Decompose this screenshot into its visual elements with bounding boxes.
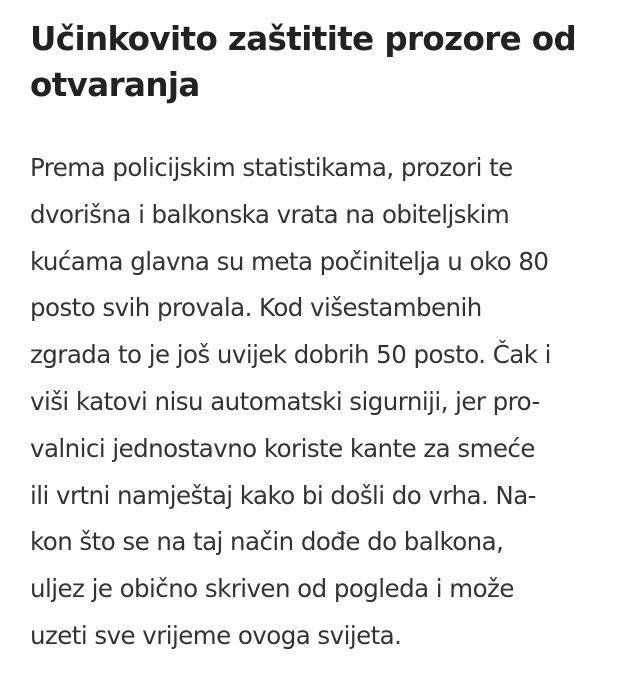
article-title-line: Učinkovito zaštitite prozore od <box>30 20 577 58</box>
paragraph-line: dvorišna i balkonska vrata na obiteljskim <box>30 199 510 229</box>
paragraph-line: valnici jednostavno koriste kante za smeće <box>30 433 535 463</box>
paragraph-line: uljez je obično skriven od pogleda i može <box>30 574 514 604</box>
article-paragraph <box>30 145 551 660</box>
article-title <box>30 16 630 108</box>
paragraph-line: kućama glavna su meta počinitelja u oko 80 <box>30 246 549 276</box>
article-title-line: otvaranja <box>30 66 200 104</box>
paragraph-line: ili vrtni namještaj kako bi došli do vrha. Na- <box>30 480 536 510</box>
paragraph-line: Prema policijskim statistikama, prozori te <box>30 153 513 182</box>
paragraph-line: kon što se na taj način dođe do balkona, <box>30 527 504 557</box>
paragraph-line: viši katovi nisu automatski sigurniji, jer pro- <box>30 386 540 416</box>
paragraph-line: posto svih provala. Kod višestambenih <box>30 293 482 323</box>
article <box>30 16 630 650</box>
paragraph-line: zgrada to je još uvijek dobrih 50 posto. Čak i <box>30 340 551 370</box>
paragraph-line: uzeti sve vrijeme ovoga svijeta. <box>30 620 402 650</box>
